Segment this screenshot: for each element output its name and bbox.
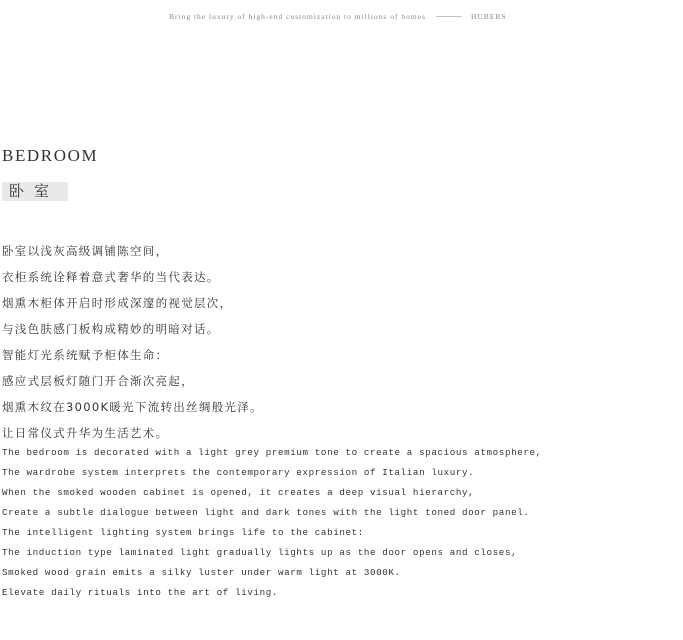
header-divider [436, 16, 462, 17]
description-en-line: The wardrobe system interprets the contemporary expression of Italian luxury. [2, 467, 475, 478]
description-en-line: The intelligent lighting system brings life to the cabinet: [2, 527, 364, 538]
description-zh-line: 让日常仪式升华为生活艺术。 [2, 426, 169, 440]
description-en-line: When the smoked wooden cabinet is opened, it creates a deep visual hierarchy, [2, 487, 475, 498]
description-en-line: The induction type laminated light gradually lights up as the door opens and closes, [2, 547, 518, 558]
section-title-en: BEDROOM [2, 146, 99, 165]
description-en [2, 443, 542, 603]
description-zh [2, 238, 263, 446]
description-zh-line: 衣柜系统诠释着意式奢华的当代表达。 [2, 270, 220, 284]
description-en-line: The bedroom is decorated with a light grey premium tone to create a spacious atmosphere, [2, 447, 542, 458]
description-zh-line: 智能灯光系统赋予柜体生命： [2, 348, 169, 362]
description-en-line: Create a subtle dialogue between light and dark tones with the light toned door panel. [2, 507, 530, 518]
description-en-line: Elevate daily rituals into the art of living. [2, 587, 279, 598]
section-title-zh: 卧室 [2, 182, 68, 201]
description-zh-line: 与浅色肤感门板构成精妙的明暗对话。 [2, 322, 220, 336]
brand-name: HUBERS [470, 12, 507, 21]
description-zh-line: 烟熏木纹在3000K暖光下流转出丝绸般光泽。 [2, 400, 263, 414]
description-zh-line: 烟熏木柜体开启时形成深邃的视觉层次， [2, 296, 233, 310]
header-bar [169, 12, 507, 21]
slogan-text: Bring the luxury of high-end customization to millions of homes [169, 12, 426, 21]
description-zh-line: 感应式层板灯随门开合渐次亮起， [2, 374, 194, 388]
description-zh-line: 卧室以浅灰高级调铺陈空间， [2, 244, 169, 258]
description-en-line: Smoked wood grain emits a silky luster under warm light at 3000K. [2, 567, 401, 578]
